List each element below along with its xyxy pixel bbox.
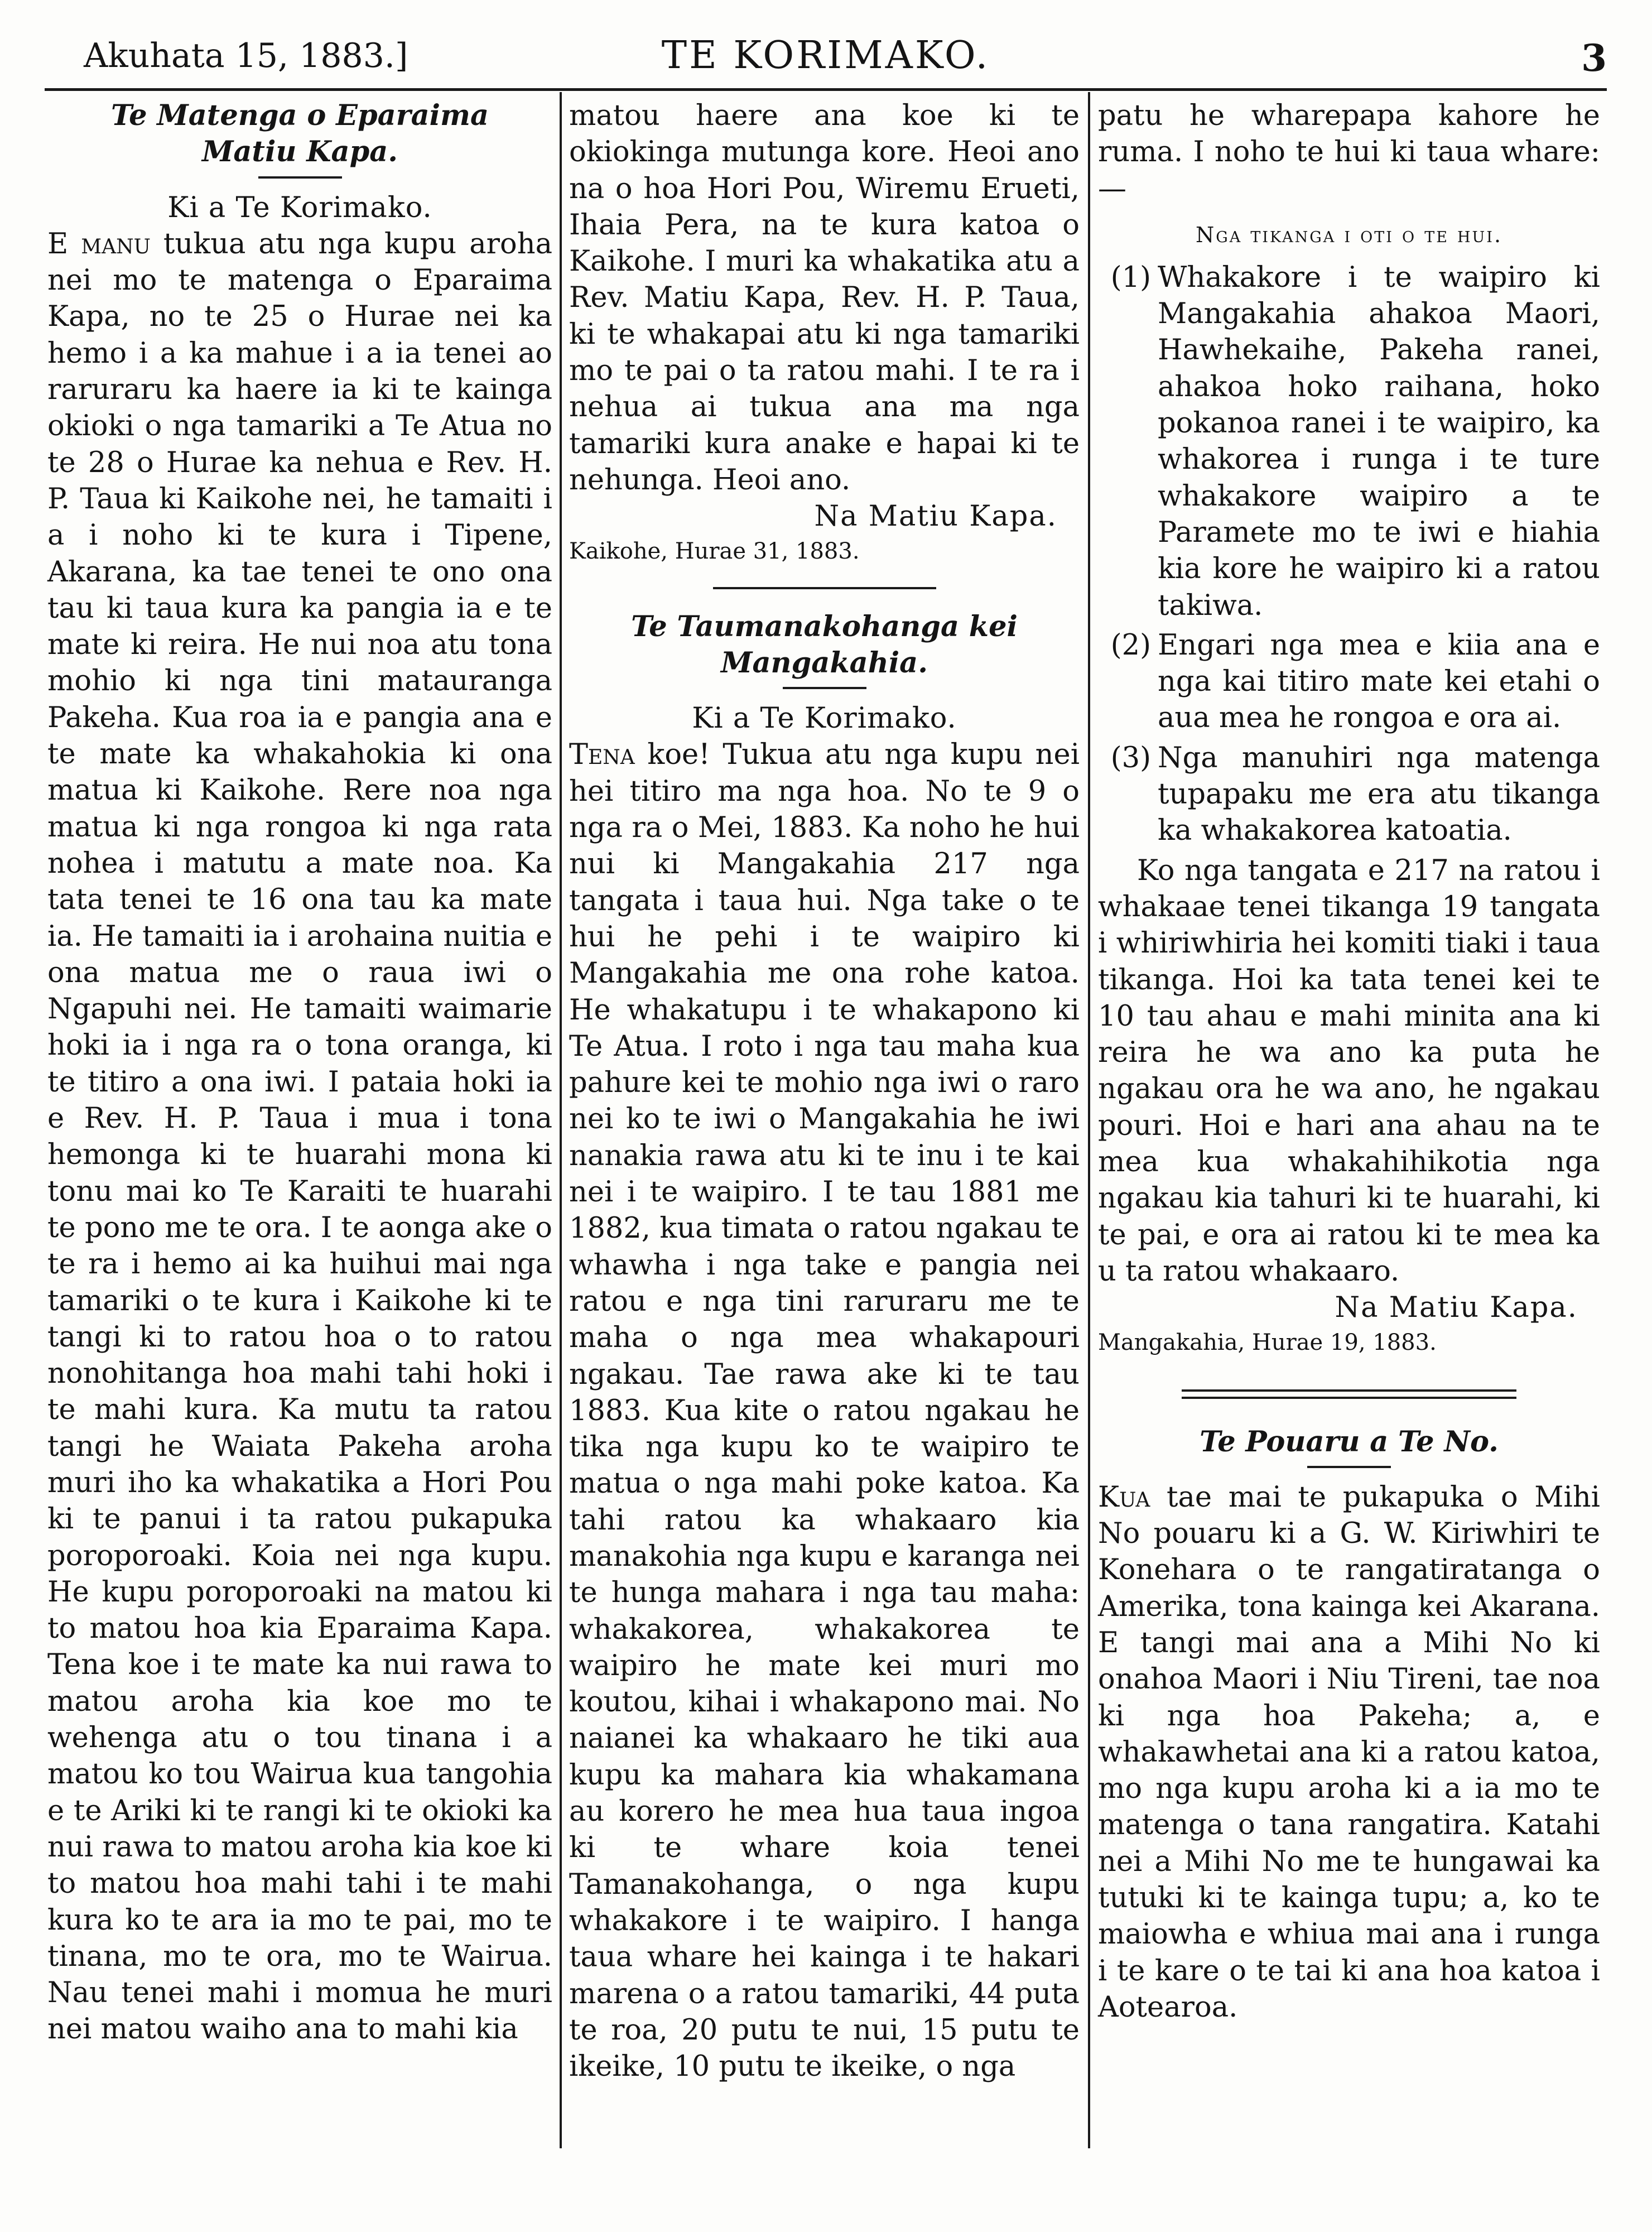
rules-list	[1098, 259, 1600, 849]
page-number: 3	[1581, 36, 1607, 80]
rule-number: (3)	[1110, 741, 1151, 775]
article1-lead: E manu	[47, 227, 151, 261]
double-separator	[1182, 1389, 1516, 1399]
article3-lead: Kua	[1098, 1480, 1150, 1514]
article2-lead: Tena	[569, 738, 635, 772]
article2-heading-line1: Te Taumanakohanga kei	[631, 609, 1018, 643]
issue-date: Akuhata 15, 1883.]	[84, 36, 408, 75]
rule-text: Engari nga mea e kiia ana e nga kai titiro mate kei etahi o aua mea he rongoa e ora ai.	[1158, 628, 1600, 735]
article3-heading: Te Pouaru a Te No.	[1200, 1425, 1499, 1459]
article1-heading-line1: Te Matenga o Eparaima	[111, 99, 489, 132]
masthead	[45, 31, 1607, 86]
rule-number: (2)	[1110, 628, 1151, 662]
article3-body-text: tae mai te pukapuka o Mihi No pouaru ki a G. W. Kiriwhiri te Konehara o te rangatiratanga o Amerika, tona kainga kei Akarana. E tangi mai ana a Mihi No ki onahoa Maori i Niu Tireni, tae noa ki nga hoa Pakeha; a, e whakawhetai ana ki a ratou katoa, mo nga kupu aroha ki a ia mo te matenga o tana rangatira. Katahi nei a Mihi No me te hungawai ka tutuki ki te kainga tupu; a, ko te maiowha e whiua mai ana i runga i te kare o te tai ki ana hoa katoa i Aotearoa.	[1098, 1480, 1600, 2024]
article3-body	[1098, 1479, 1600, 2026]
column-divider-2	[1088, 92, 1090, 2148]
column-2	[569, 98, 1080, 2085]
column-3	[1098, 98, 1600, 2026]
article2-closing: Ko nga tangata e 217 na ratou i whakaae tenei tikanga 19 tangata i whiriwhiria hei komiti tiaki i taua tikanga. Hoi ka tata tenei kei te 10 tau ahau e mahi minita ana ki reira he wa ano ka puta he ngakau ora he wa ano, he ngakau pouri. Hoi e hari ana ahau na te mea kua whakahihikotia nga ngakau kia tahuri ki te huarahi, ki te pai, e ora ai ratou ki te mea ka u ta ratou whakaaro.	[1098, 854, 1600, 1288]
article1-heading-line2: Matiu Kapa.	[201, 135, 398, 169]
article1-body	[47, 226, 552, 2048]
article1-heading-rule	[258, 176, 342, 179]
article1-body-text: tukua atu nga kupu aroha nei mo te matenga o Eparaima Kapa, no te 25 o Hurae nei ka hemo i a ka mahue i a ia tenei ao raruraru ka haere ia ki te kainga okioki o nga tamariki a Te Atua no te 28 o Hurae ka nehua e Rev. H. P. Taua ki Kaikohe nei, he tamaiti i a i noho ki te kura i Tipene, Akarana, ka tae tenei te ono ona tau ki taua kura ka pangia ia e te mate ki reira. He nui noa atu tona mohio ki nga tini matauranga Pakeha. Kua roa ia e pangia ana e te mate ka whakahokia ki ona matua ki Kaikohe. Rere noa nga matua ki nga rongoa ki nga rata nohea i matutu a mate noa. Ka tata tenei te 16 ona tau ka mate ia. He tamaiti ia i arohaina nuitia e ona matua me o raua iwi o Ngapuhi nei. He tamaiti waimarie hoki ia i nga ra o tona oranga, ki te titiro a ona iwi. I pataia hoki ia e Rev. H. P. Taua i mua i tona hemonga ki te huarahi mona ki tonu mai ko Te Karaiti te huarahi te pono me te ora. I te aonga ake o te ra i hemo ai ka huihui mai nga tamariki o te kura i Kaikohe ki te tangi ki to ratou hoa o to ratou nonohitanga hoa mahi tahi hoki i te mahi kura. Ka mutu ta ratou tangi he Waiata Pakeha aroha muri iho ka whakatika a Hori Pou ki te panui i ta ratou pukapuka poroporoaki. Koia nei nga kupu. He kupu poroporoaki na matou ki to matou hoa kia Eparaima Kapa. Tena koe i te mate ka nui rawa to matou aroha kia koe mo te wehenga atu o tou tinana i a matou ko tou Wairua kua tangohia e te Ariki ki te rangi ki te okioki ka nui rawa to matou aroha kia koe ki to matou hoa mahi tahi i te mahi kura ko te ara ia mo te pai, mo te tinana, mo te ora, mo te Wairua. Nau tenei mahi i momua he muri nei matou waiho ana to mahi kia	[47, 227, 552, 2046]
article2-body	[569, 737, 1080, 2085]
article2-signature: Na Matiu Kapa.	[1335, 1291, 1578, 1325]
rule-text: Nga manuhiri nga matenga tupapaku me era atu tikanga ka whakakorea katoatia.	[1158, 741, 1600, 848]
rule-item	[1098, 259, 1600, 624]
column-1	[47, 98, 552, 2048]
article3-heading-rule	[1307, 1466, 1391, 1468]
rule-text: Whakakore i te waipiro ki Mangakahia ahakoa Maori, Hawhekaihe, Pakeha ranei, ahakoa hoko raihana, hoko pokanoa ranei i te waipiro, ka whakorea i runga i te ture whakakore waipiro a te Paramete mo te iwi e hiahia kia kore he waipiro ki a ratou takiwa.	[1158, 261, 1600, 622]
rules-heading: Nga tikanga i oti o te hui.	[1195, 222, 1503, 247]
rule-item	[1098, 740, 1600, 849]
rule-number: (1)	[1110, 261, 1151, 294]
article2-salutation: Ki a Te Korimako.	[692, 702, 957, 735]
article1-continuation: matou haere ana koe ki te okiokinga mutunga kore. Heoi ano na o hoa Hori Pou, Wiremu Erueti, Ihaia Pera, na te kura katoa o Kaikohe. I muri ka whakatika atu a Rev. Matiu Kapa, Rev. H. P. Taua, ki te whakapai atu ki nga tamariki mo te pai o ta ratou mahi. I te ra i nehua ai tukua ana ma nga tamariki kura anake e hapai ki te nehunga. Heoi ano.	[569, 99, 1080, 497]
article1-dateline: Kaikohe, Hurae 31, 1883.	[569, 538, 860, 564]
article2-continuation: patu he wharepapa kahore he ruma. I noho te hui ki taua whare:—	[1098, 99, 1600, 205]
article2-heading-rule	[783, 687, 866, 689]
article1-salutation: Ki a Te Korimako.	[167, 191, 432, 224]
article2-body-text: koe! Tukua atu nga kupu nei hei titiro ma nga hoa. No te 9 o nga ra o Mei, 1883. Ka noho he hui nui ki Mangakahia 217 nga tangata i taua hui. Nga take o te hui he pehi i te waipiro ki Mangakahia me ona rohe katoa. He whakatupu i te whakapono ki Te Atua. I roto i nga tau maha kua pahure kei te mohio nga iwi o raro nei ko te iwi o Mangakahia he iwi nanakia rawa atu ki te inu i te kai nei i te waipiro. I te tau 1881 me 1882, kua timata o ratou ngakau te whawha i nga take e pangia nei ratou e nga tini raruraru me te maha o nga mea whakapouri ngakau. Tae rawa ake ki te tau 1883. Kua kite o ratou ngakau he tika nga kupu ko te waipiro te matua o nga mahi poke katoa. Ka tahi ratou ka whakaaro kia manakohia nga kupu e karanga nei te hunga mahara i nga tau maha: whakakorea, whakakorea te waipiro he mate kei muri mo koutou, kihai i whakapono mai. No naianei ka whakaaro he tiki aua kupu ka mahara kia whakamana au korero he mea hua taua ingoa ki te whare koia tenei Tamanakohanga, o nga kupu whakakore i te waipiro. I hanga taua whare hei kainga i te hakari marena o a ratou tamariki, 44 puta te roa, 20 putu te nui, 15 putu te ikeike, 10 putu te ikeike, o nga	[569, 738, 1080, 2084]
masthead-rule	[45, 88, 1607, 91]
article2-heading-line2: Mangakahia.	[721, 646, 928, 680]
article1-signature: Na Matiu Kapa.	[814, 500, 1057, 533]
rule-item	[1098, 627, 1600, 737]
newspaper-title: TE KORIMAKO.	[661, 33, 990, 78]
article2-dateline: Mangakahia, Hurae 19, 1883.	[1098, 1329, 1437, 1355]
article-separator	[713, 587, 936, 589]
column-divider-1	[560, 92, 562, 2148]
